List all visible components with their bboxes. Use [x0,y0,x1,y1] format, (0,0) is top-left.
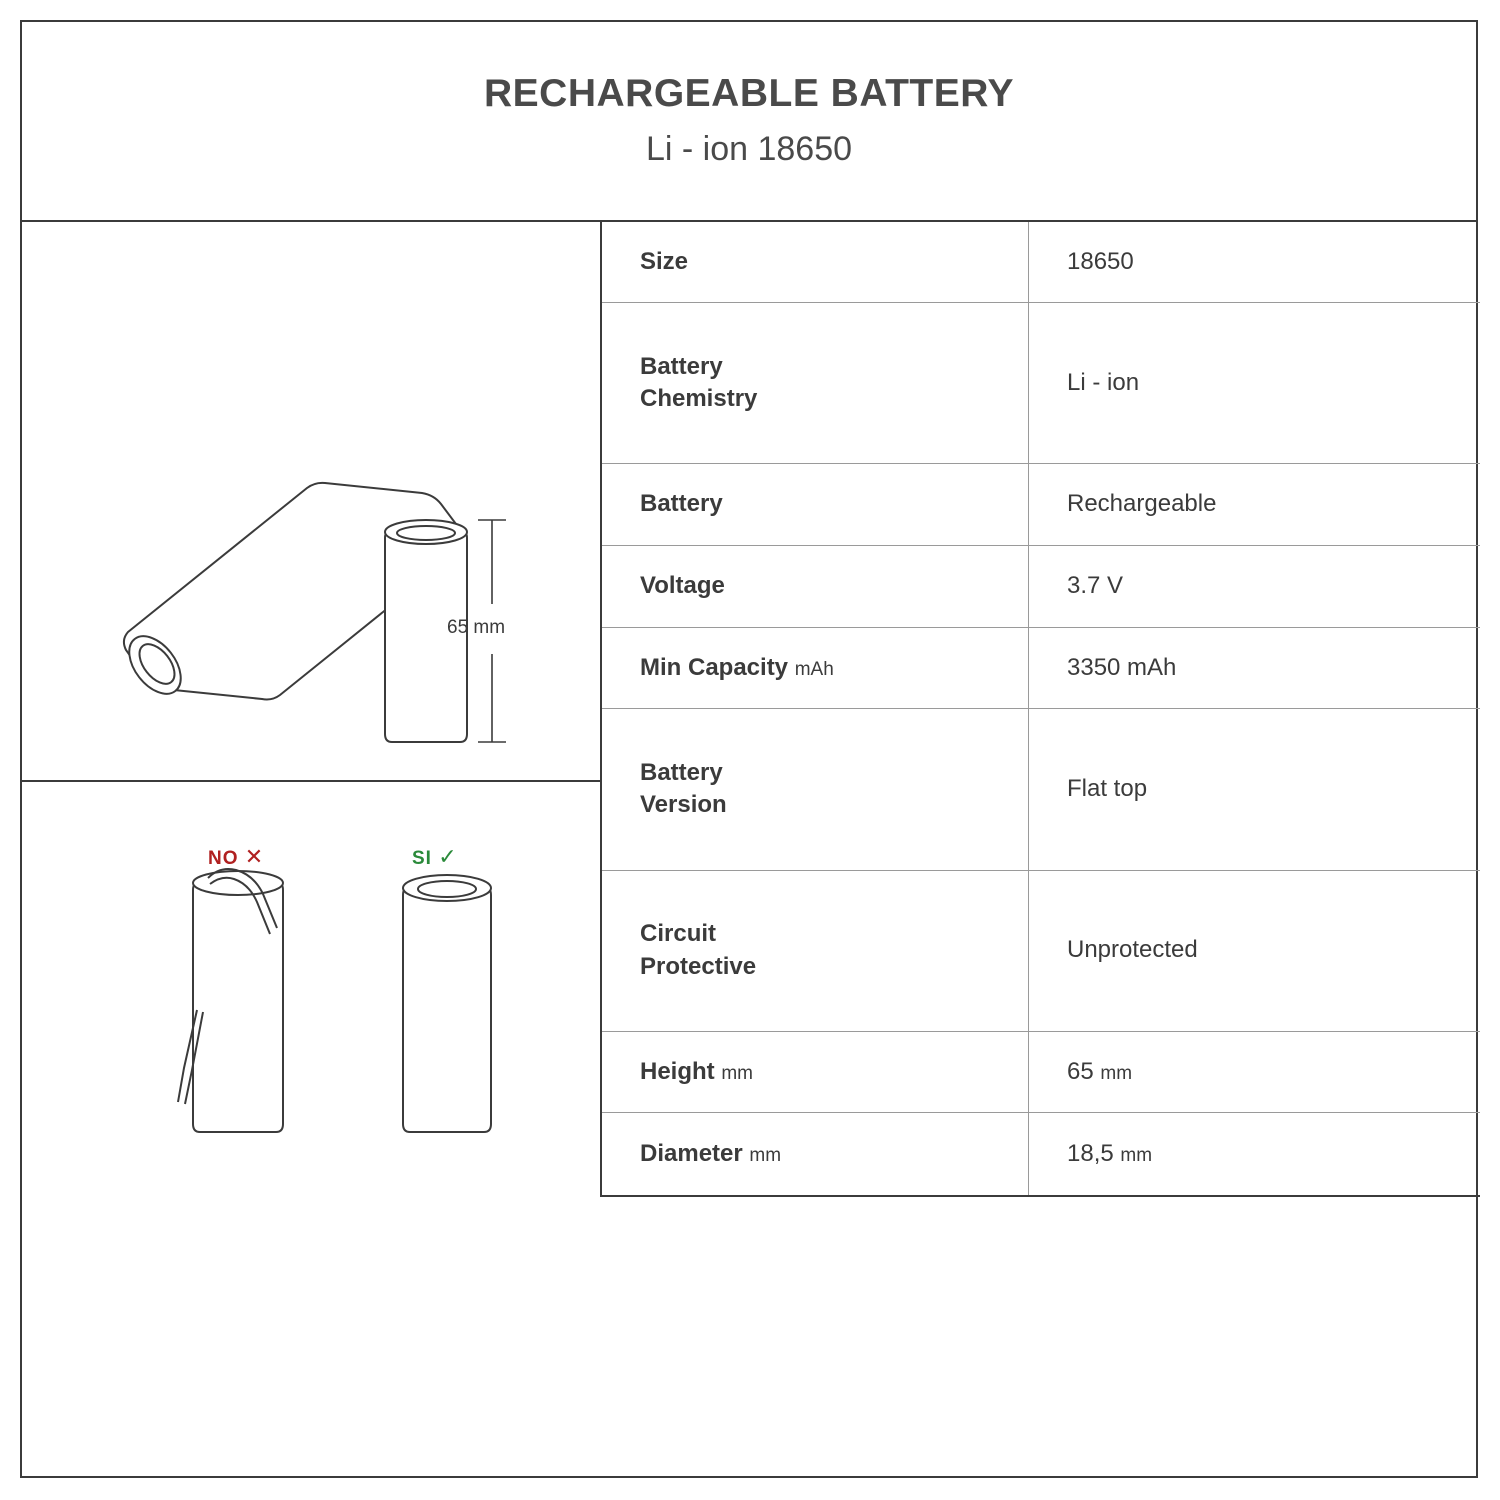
table-row [602,303,1480,464]
table-row [602,545,1480,627]
spec-key-line2: Protective [640,952,757,980]
header [22,22,1476,222]
table-row [602,627,1480,709]
spec-key: Voltage [602,545,1029,627]
spec-key: Size [602,222,1029,303]
spec-key-line1: Battery [640,759,723,787]
table-row [602,1031,1480,1113]
table-row [602,464,1480,546]
spec-sheet [20,20,1478,1478]
table-row [602,1113,1480,1196]
si-label: SI ✓ [412,844,458,869]
spec-key [602,709,1029,870]
spec-key-line1: Battery [640,352,723,380]
illustration-column [22,222,602,1197]
spec-key: Battery [602,464,1029,546]
spec-key-unit: mAh [794,658,834,680]
blank-footer-area [22,1197,1476,1478]
spec-value-unit: mm [1100,1062,1133,1084]
dimension-label: 65 mm [447,617,506,638]
spec-value: 18650 [1029,222,1481,303]
spec-key [602,303,1029,464]
battery-views-panel [22,222,602,782]
spec-key-unit: mm [749,1145,782,1166]
page-subtitle: Li - ion 18650 [645,130,853,168]
spec-key: Min Capacity mAh [602,627,1029,709]
spec-value: Flat top [1029,709,1481,870]
no-label: NO ✕ [208,844,265,869]
spec-value: 65 mm [1029,1031,1481,1113]
page-title: RECHARGEABLE BATTERY [483,72,1014,115]
comparison-panel [22,782,602,1197]
spec-value: Li - ion [1029,303,1481,464]
table-row [602,870,1480,1031]
spec-key-line1: Circuit [640,920,717,948]
spec-key-line2: Version [640,791,727,819]
spec-key-unit: mm [721,1062,753,1084]
battery-flat-top-drawing [403,875,491,1132]
spec-value: Unprotected [1029,870,1481,1031]
specifications-table [602,222,1480,1197]
spec-value: Rechargeable [1029,464,1481,546]
cross-icon: ✕ [244,844,265,869]
spec-value: 3350 mAh [1029,627,1481,709]
battery-with-tabs-drawing [178,869,283,1132]
spec-value: 3.7 V [1029,545,1481,627]
table-row [602,222,1480,303]
table-row [602,709,1480,870]
check-icon: ✓ [438,844,458,869]
spec-key: Height mm [602,1031,1029,1113]
spec-key [602,870,1029,1031]
spec-key: Diameter mm [602,1113,1029,1196]
spec-key-line2: Chemistry [640,385,758,413]
spec-value-unit: mm [1120,1145,1153,1166]
spec-value: 18,5 mm [1029,1113,1481,1196]
